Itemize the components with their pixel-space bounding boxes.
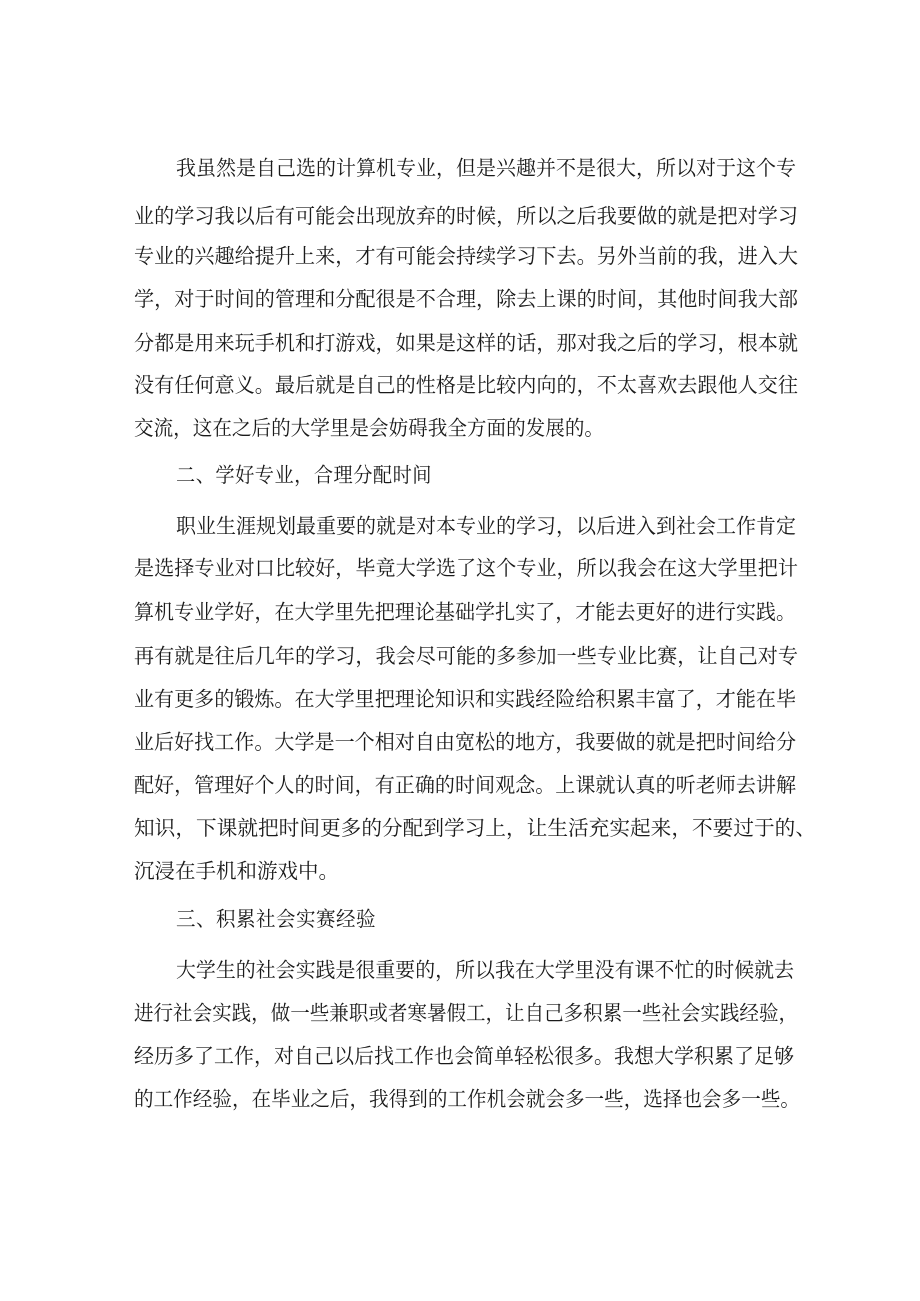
section-heading-3 bbox=[0, 899, 920, 939]
section-heading-3-text: 三、积累社会实赛经验 bbox=[176, 907, 376, 931]
paragraph-2-line-7 bbox=[0, 765, 920, 805]
paragraph-1-line-5-text: 分都是用来玩手机和打游戏，如果是这样的话，那对我之后的学习，根本就 bbox=[134, 331, 798, 355]
paragraph-1-line-4-text: 学，对于时间的管理和分配很是不合理，除去上课的时间，其他时间我大部 bbox=[134, 287, 798, 311]
paragraph-2-line-9 bbox=[0, 851, 920, 891]
paragraph-2-line-1 bbox=[0, 506, 920, 546]
paragraph-2-line-1-text: 职业生涯规划最重要的就是对本专业的学习，以后进入到社会工作肯定 bbox=[176, 514, 796, 538]
section-heading-2-text: 二、学好专业，合理分配时间 bbox=[176, 463, 432, 487]
section-heading-2 bbox=[0, 455, 920, 495]
paragraph-2-line-5-text: 业有更多的锻炼。在大学里把理论知识和实践经险给积累丰富了，才能在毕 bbox=[134, 687, 796, 711]
paragraph-2-line-6-text: 业后好找工作。大学是一个相对自由宽松的地方，我要做的就是把时间给分 bbox=[134, 730, 796, 754]
paragraph-2-line-9-text: 沉浸在手机和游戏中。 bbox=[134, 859, 339, 883]
paragraph-3-line-2 bbox=[0, 993, 920, 1033]
paragraph-1-line-6 bbox=[0, 365, 920, 405]
paragraph-3-line-3-text: 经历多了工作，对自己以后找工作也会简单轻松很多。我想大学积累了足够 bbox=[134, 1044, 794, 1068]
paragraph-1-line-7-text: 交流，这在之后的大学里是会妨碍我全方面的发展的。 bbox=[134, 416, 604, 440]
paragraph-3-line-4-text: 的工作经验，在毕业之后，我得到的工作机会就会多一些，选择也会多一些。 bbox=[134, 1087, 800, 1111]
paragraph-2-line-8-text: 知识，下课就把时间更多的分配到学习上，让生活充实起来，不要过于的、 bbox=[134, 816, 816, 840]
paragraph-1-line-1 bbox=[0, 148, 920, 188]
paragraph-2-line-8 bbox=[0, 808, 920, 848]
paragraph-3-line-3 bbox=[0, 1036, 920, 1076]
paragraph-2-line-3 bbox=[0, 592, 920, 632]
paragraph-2-line-2-text: 是选择专业对口比较好，毕竟大学选了这个专业，所以我会在这大学里把计 bbox=[134, 556, 798, 580]
paragraph-2-line-7-text: 配好，管理好个人的时间，有正确的时间观念。上课就认真的听老师去讲解 bbox=[134, 773, 796, 797]
paragraph-2-line-4 bbox=[0, 636, 920, 676]
paragraph-3-line-4 bbox=[0, 1079, 920, 1119]
paragraph-1-line-2 bbox=[0, 196, 920, 236]
paragraph-1-line-5 bbox=[0, 323, 920, 363]
paragraph-1-line-3-text: 专业的兴趣给提升上来，才有可能会持续学习下去。另外当前的我，进入大 bbox=[134, 244, 798, 268]
paragraph-1-line-2-text: 业的学习我以后有可能会出现放弃的时候，所以之后我要做的就是把对学习 bbox=[134, 204, 798, 228]
paragraph-2-line-5 bbox=[0, 679, 920, 719]
paragraph-2-line-3-text: 算机专业学好，在大学里先把理论基础学扎实了，才能去更好的进行实践。 bbox=[134, 600, 796, 624]
paragraph-2-line-2 bbox=[0, 548, 920, 588]
paragraph-1-line-6-text: 没有任何意义。最后就是自己的性格是比较内向的，不太喜欢去跟他人交往 bbox=[134, 373, 798, 397]
paragraph-3-line-2-text: 进行社会实践，做一些兼职或者寒暑假工，让自己多积累一些社会实践经验， bbox=[134, 1001, 798, 1025]
paragraph-2-line-4-text: 再有就是往后几年的学习，我会尽可能的多参加一些专业比赛，让自己对专 bbox=[134, 644, 798, 668]
paragraph-1-line-7 bbox=[0, 408, 920, 448]
paragraph-1-line-4 bbox=[0, 279, 920, 319]
paragraph-2-line-6 bbox=[0, 722, 920, 762]
paragraph-1-line-3 bbox=[0, 236, 920, 276]
paragraph-3-line-1 bbox=[0, 950, 920, 990]
paragraph-3-line-1-text: 大学生的社会实践是很重要的，所以我在大学里没有课不忙的时候就去 bbox=[176, 958, 794, 982]
paragraph-1-line-1-text: 我虽然是自己选的计算机专业，但是兴趣并不是很大，所以对于这个专 bbox=[176, 156, 796, 180]
